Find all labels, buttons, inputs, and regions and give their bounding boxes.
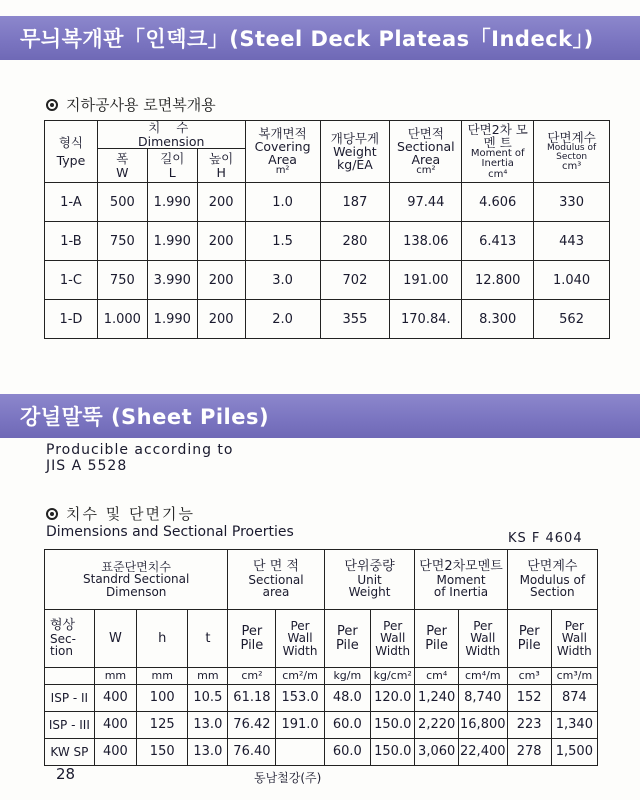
header-t: t bbox=[188, 610, 228, 668]
header-area-per-wall: Per Wall Width bbox=[276, 610, 324, 668]
table-row: ISP - II 400 100 10.5 61.18 153.0 48.0 120.0 1,240 8,740 152 874 bbox=[45, 685, 598, 712]
piles-subheading-kr: 치수 및 단면기능 bbox=[66, 505, 195, 523]
header-covering-area: 복개면적 Covering Area m² bbox=[245, 121, 320, 183]
header-dimension: 치 수 Dimension bbox=[97, 121, 245, 149]
header-modulus-per-wall: Per Wall Width bbox=[551, 610, 597, 668]
sheet-piles-title: 강널말뚝 (Sheet Piles) bbox=[20, 405, 270, 429]
header-moment: 단면2차 모 멘 트 Moment of Inertia cm⁴ bbox=[462, 121, 534, 183]
header-sectional-area: 단면적 Sectional Area cm² bbox=[390, 121, 462, 183]
table-row: 1-B 750 1.990 200 1.5 280 138.06 6.413 443 bbox=[45, 222, 610, 261]
header-modulus: 단면계수 Modulus of Secton cm³ bbox=[534, 121, 610, 183]
deck-section-title-band bbox=[0, 16, 640, 60]
producible-line1: Producible according to bbox=[46, 442, 234, 458]
header-modulus: 단면계수 Modulus of Section bbox=[507, 550, 597, 610]
company-name: 동남철강(주) bbox=[254, 771, 322, 785]
header-moment: 단면2차모멘트 Moment of Inertia bbox=[415, 550, 507, 610]
piles-subheading-en: Dimensions and Sectional Proerties bbox=[46, 524, 294, 540]
header-h: h bbox=[137, 610, 188, 668]
header-section: 형상 Sec- tion bbox=[45, 610, 95, 668]
deck-subheading bbox=[46, 94, 216, 115]
header-height: 높이 H bbox=[197, 149, 245, 183]
table-row: KW SP 400 150 13.0 76.40 60.0 150.0 3,060 22,400 278 1,500 bbox=[45, 739, 598, 766]
table-row: 1-A 500 1.990 200 1.0 187 97.44 4.606 330 bbox=[45, 183, 610, 222]
sheet-piles-title-band bbox=[0, 394, 640, 438]
header-type: 형식 Type bbox=[45, 121, 98, 183]
piles-subheading bbox=[46, 503, 195, 524]
deck-subheading-text: 지하공사용 로면복개용 bbox=[66, 96, 216, 114]
table-row: ISP - III 400 125 13.0 76.42 191.0 60.0 150.0 2,220 16,800 223 1,340 bbox=[45, 712, 598, 739]
bullet-icon bbox=[46, 99, 58, 111]
header-unit-weight: 단위중량 Unit Weight bbox=[324, 550, 415, 610]
header-standard-section: 표준단면치수 Standrd Sectional Dimenson bbox=[45, 550, 228, 610]
header-unitw-per-wall: Per Wall Width bbox=[371, 610, 415, 668]
bullet-icon bbox=[46, 508, 58, 520]
producible-line2: JIS A 5528 bbox=[46, 458, 128, 474]
header-moment-per-wall: Per Wall Width bbox=[458, 610, 507, 668]
page-number: 28 bbox=[56, 765, 76, 783]
header-sectional-area: 단 면 적 Sectional area bbox=[228, 550, 324, 610]
header-weight: 개당무게 Weight kg/EA bbox=[320, 121, 390, 183]
table-row: 1-D 1.000 1.990 200 2.0 355 170.84. 8.300 562 bbox=[45, 300, 610, 339]
standard-code: KS F 4604 bbox=[508, 531, 583, 546]
units-row: mm mm mm cm² cm²/m kg/m kg/cm² cm⁴ cm⁴/m cm³ cm³/m bbox=[45, 668, 598, 685]
sheet-piles-table bbox=[44, 549, 598, 766]
header-area-per-pile: Per Pile bbox=[228, 610, 276, 668]
table-row: 1-C 750 3.990 200 3.0 702 191.00 12.800 1.040 bbox=[45, 261, 610, 300]
deck-spec-table bbox=[44, 120, 610, 339]
header-length: 길이 L bbox=[147, 149, 197, 183]
header-modulus-per-pile: Per Pile bbox=[507, 610, 551, 668]
deck-section-title: 무늬복개판「인덱크」(Steel Deck Plateas「Indeck」) bbox=[20, 27, 594, 51]
header-w: W bbox=[94, 610, 136, 668]
header-unitw-per-pile: Per Pile bbox=[324, 610, 370, 668]
header-moment-per-pile: Per Pile bbox=[415, 610, 458, 668]
header-width: 폭 W bbox=[97, 149, 147, 183]
